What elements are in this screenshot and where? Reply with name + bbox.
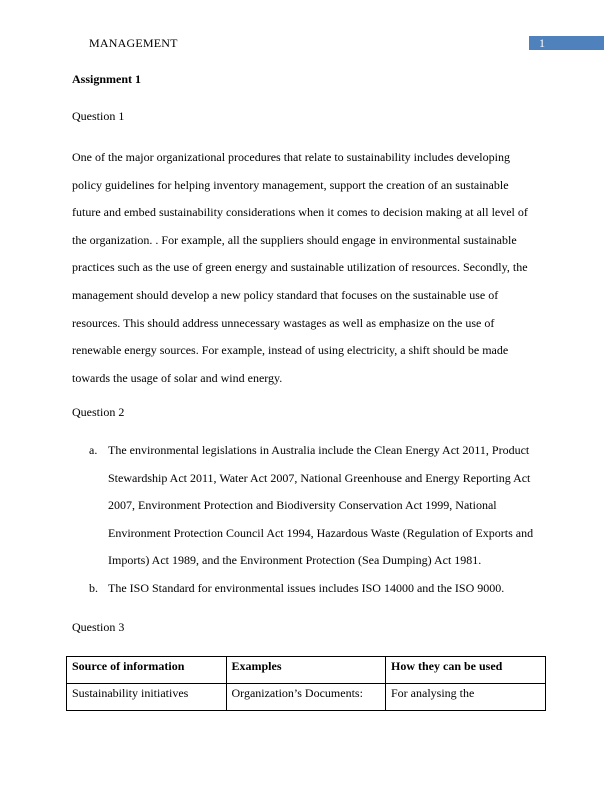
list-item-text: The ISO Standard for environmental issues includes ISO 14000 and the ISO 9000.: [108, 580, 505, 595]
question-2-label: Question 2: [72, 405, 125, 419]
list-item: [72, 437, 542, 575]
table-cell: For analysing the: [386, 684, 546, 711]
table-row: [67, 684, 546, 711]
column-header: Source of information: [67, 657, 227, 684]
legislation-list: [72, 437, 542, 603]
question-3-label: Question 3: [72, 620, 125, 634]
information-sources-table: [66, 656, 546, 711]
table-cell: Organization’s Documents:: [226, 684, 386, 711]
running-head-title: MANAGEMENT: [89, 36, 178, 50]
column-header: How they can be used: [386, 657, 546, 684]
question-1-paragraph: One of the major organizational procedures that relate to sustainability includes developing policy guidelines for helping inventory management, support the creation of an sustainable future and embed sustainability considerations when it comes to decision making at all level of the organization. . For example, all the suppliers should engage in environmental sustainable practices such as the use of green energy and sustainable utilization of resources. Secondly, the management should develop a new policy standard that focuses on the sustainable use of resources. This should address unnecessary wastages as well as emphasize on the use of renewable energy sources. For example, instead of using electricity, a shift should be made towards the usage of solar and wind energy.: [72, 150, 528, 385]
table-cell: Sustainability initiatives: [67, 684, 227, 711]
column-header: Examples: [226, 657, 386, 684]
table-header-row: [67, 657, 546, 684]
assignment-title: Assignment 1: [72, 72, 142, 86]
page-number: 1: [539, 36, 545, 50]
question-1-label: Question 1: [72, 109, 125, 123]
list-item-text: The environmental legislations in Australia include the Clean Energy Act 2011, Product Stewardship Act 2011, Water Act 2007, National Greenhouse and Energy Reporting Act 2007, Environment Protection and Biodiversity Conservation Act 1999, National Environment Protection Council Act 1994, Hazardous Waste (Regulation of Exports and Imports) Act 1989, and the Environment Protection (Sea Dumping) Act 1981.: [108, 443, 534, 568]
list-marker: a.: [89, 443, 98, 457]
list-marker: b.: [89, 580, 98, 595]
list-item: [72, 575, 542, 603]
page-number-box: [529, 36, 604, 50]
